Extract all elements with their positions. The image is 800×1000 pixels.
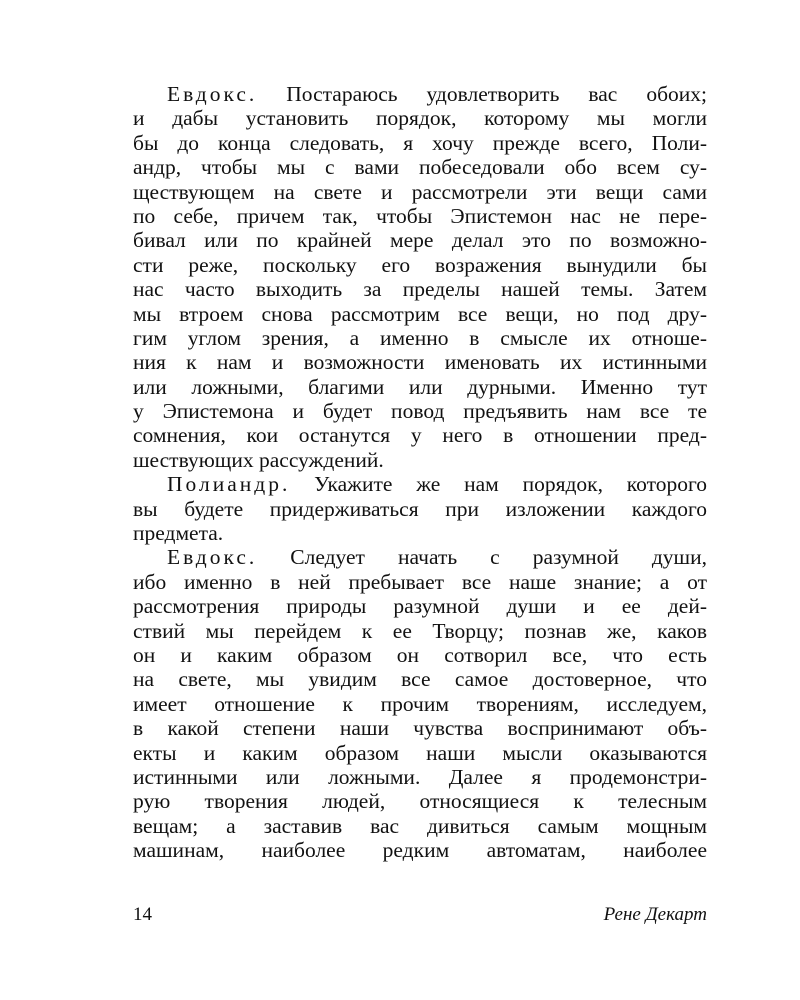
- text-line: он и каким образом он сотворил все, что есть: [133, 642, 707, 667]
- text-line: вещам; а заставив вас дивиться самым мощным: [133, 813, 707, 838]
- text-line: Евдокс. Следует начать с разумной души,: [167, 545, 707, 570]
- paragraph-evdoks-2: [133, 545, 707, 862]
- text-line: мы втроем снова рассмотрим все вещи, но под дру-: [133, 301, 707, 326]
- text-line: ствий мы перейдем к ее Творцу; познав же, каков: [133, 618, 707, 643]
- paragraph-poliandr: [133, 472, 707, 545]
- text-line: екты и каким образом наши мысли оказываются: [133, 740, 707, 765]
- text-line: сти реже, поскольку его возражения вынудили бы: [133, 252, 707, 277]
- running-author: Рене Декарт: [603, 904, 707, 925]
- text-line: шествующих рассуждений.: [133, 447, 384, 472]
- text-line: сомнения, кои останутся у него в отношении пред-: [133, 423, 707, 448]
- text-line: имеет отношение к прочим творениям, исследуем,: [133, 691, 707, 716]
- text-line: и дабы установить порядок, которому мы могли: [133, 106, 707, 131]
- text-line: нас часто выходить за пределы нашей темы. Затем: [133, 277, 707, 302]
- text-line: Евдокс. Постараюсь удовлетворить вас обоих;: [167, 82, 707, 106]
- text-line: гим углом зрения, а именно в смысле их отноше-: [133, 325, 707, 350]
- speaker-name: Евдокс.: [167, 82, 258, 106]
- text-line: в какой степени наши чувства воспринимают объ-: [133, 716, 707, 741]
- text-line: предмета.: [133, 521, 224, 546]
- paragraph-evdoks-1: [133, 82, 707, 472]
- book-page-text: [133, 82, 707, 863]
- text-line: истинными или ложными. Далее я продемонстри-: [133, 764, 707, 789]
- text-line: бивал или по крайней мере делал это по возможно-: [133, 228, 707, 253]
- text-line: или ложными, благими или дурными. Именно тут: [133, 374, 707, 399]
- text-line: ибо именно в ней пребывает все наше знание; а от: [133, 569, 707, 594]
- text-line: машинам, наиболее редким автоматам, наиболее: [133, 838, 707, 863]
- speaker-name: Евдокс.: [167, 545, 258, 570]
- text-line: ществующем на свете и рассмотрели эти вещи сами: [133, 179, 707, 204]
- text-line: Полиандр. Укажите же нам порядок, которого: [167, 472, 707, 497]
- text-line: бы до конца следовать, я хочу прежде всего, Поли-: [133, 130, 707, 155]
- text-line: ния к нам и возможности именовать их истинными: [133, 350, 707, 375]
- text-line: рую творения людей, относящиеся к телесным: [133, 789, 707, 814]
- text-line: андр, чтобы мы с вами побеседовали обо всем су-: [133, 155, 707, 180]
- text-line: на свете, мы увидим все самое достоверное, что: [133, 667, 707, 692]
- text-line: по себе, причем так, чтобы Эпистемон нас не пере-: [133, 203, 707, 228]
- text-line: вы будете придерживаться при изложении каждого: [133, 496, 707, 521]
- page-number: 14: [133, 904, 152, 925]
- speaker-name: Полиандр.: [167, 472, 291, 497]
- text-line: рассмотрения природы разумной души и ее дей-: [133, 594, 707, 619]
- page-footer: [133, 904, 707, 928]
- text-line: у Эпистемона и будет повод предъявить нам все те: [133, 399, 707, 424]
